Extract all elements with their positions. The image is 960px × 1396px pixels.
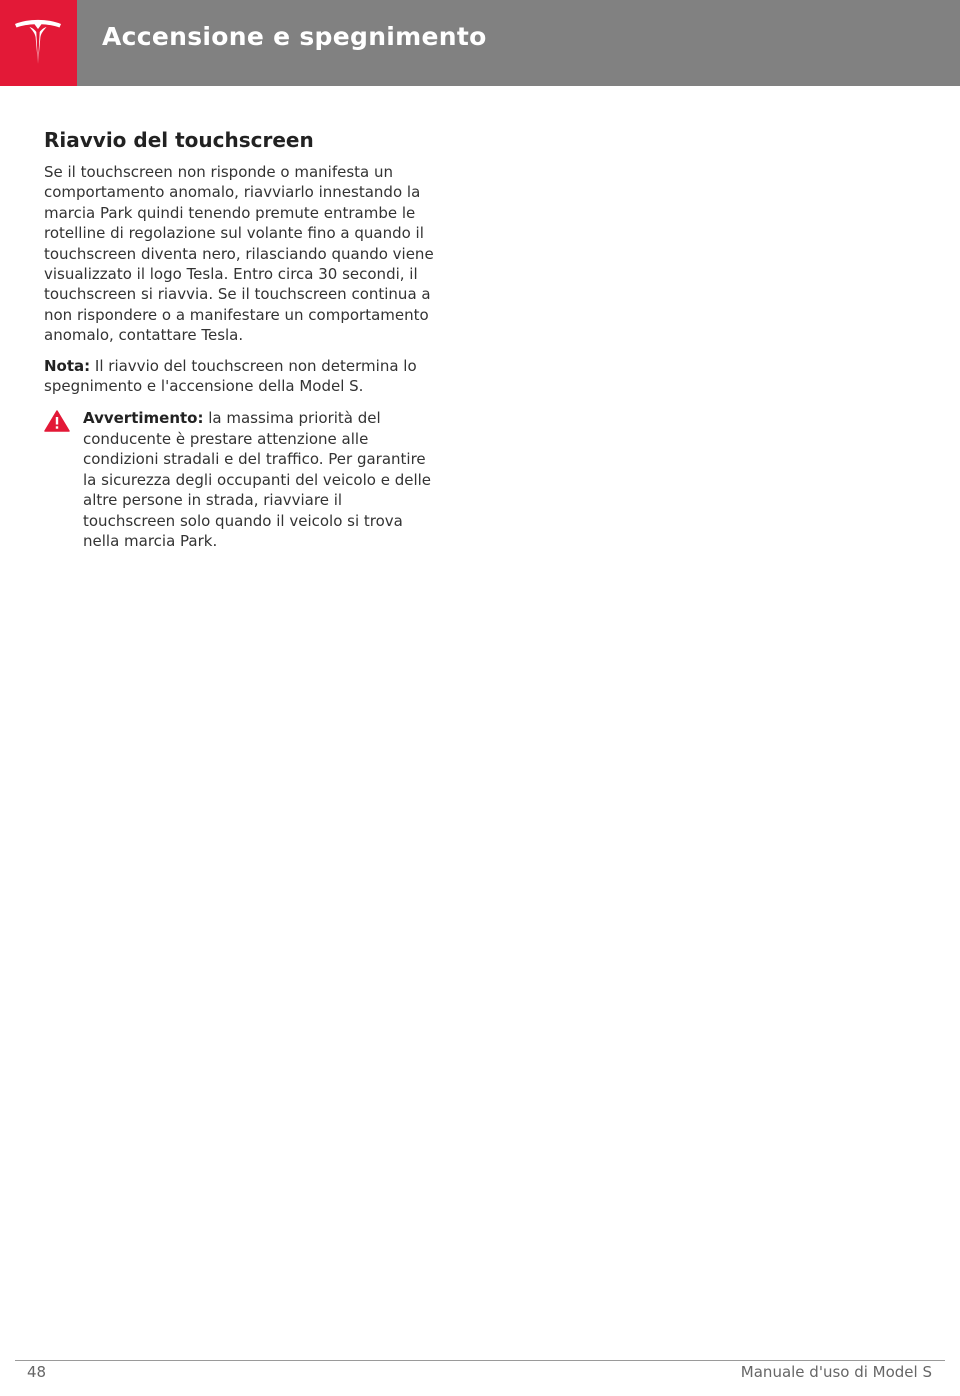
warning-text: la massima priorità del conducente è prestare attenzione alle condizioni stradali e del traffico. Per garantire la sicurezza degli occupanti del veicolo e delle altre persone in strada, riavviare il touchscreen solo quando il veicolo si trova nella marcia Park. bbox=[83, 409, 432, 550]
page-number: 48 bbox=[27, 1363, 47, 1381]
tesla-logo bbox=[0, 0, 77, 86]
tesla-logo-icon bbox=[12, 15, 64, 67]
warning-paragraph bbox=[83, 408, 436, 551]
footer-divider bbox=[15, 1360, 945, 1361]
note-label: Nota: bbox=[44, 356, 91, 375]
warning-label: Avvertimento: bbox=[83, 409, 204, 428]
main-content bbox=[44, 128, 436, 561]
warning-triangle-icon bbox=[44, 410, 70, 432]
note-paragraph bbox=[44, 356, 436, 397]
section-title: Riavvio del touchscreen bbox=[44, 128, 314, 152]
warning-block bbox=[44, 408, 436, 551]
note-text: Il riavvio del touchscreen non determina lo spegnimento e l'accensione della Model S. bbox=[44, 356, 417, 396]
body-paragraph: Se il touchscreen non risponde o manifesta un comportamento anomalo, riavviarlo innestando la marcia Park quindi tenendo premute entrambe le rotelline di regolazione sul volante fino a quando il touchscreen diventa nero, rilasciando quando viene visualizzato il logo Tesla. Entro circa 30 secondi, il touchscreen si riavvia. Se il touchscreen continua a non rispondere o a manifestare un comportamento anomalo, contattare Tesla. bbox=[44, 163, 434, 345]
manual-title: Manuale d'uso di Model S bbox=[740, 1363, 932, 1381]
chapter-title: Accensione e spegnimento bbox=[102, 22, 487, 51]
page-header bbox=[0, 0, 960, 86]
